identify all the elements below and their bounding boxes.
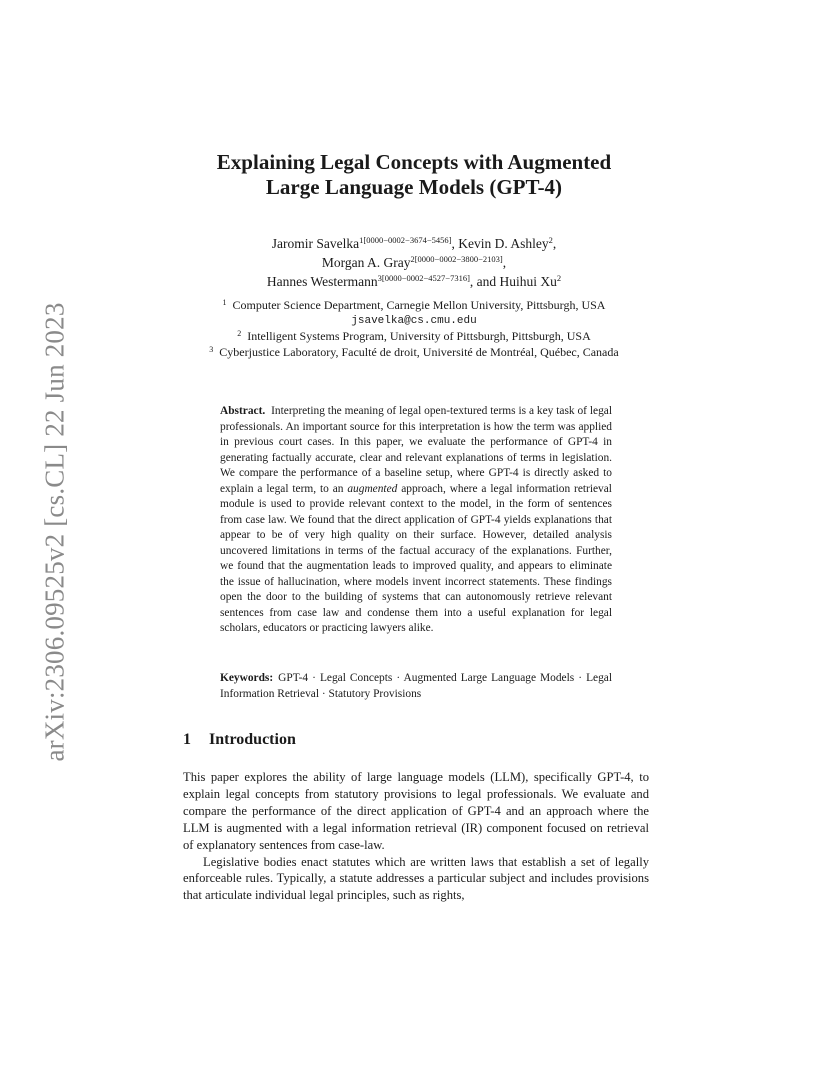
author-orcid: 3[0000−0002−4527−7316]: [377, 273, 470, 283]
affiliation-mark: 2: [237, 329, 242, 338]
author-line-2: [150, 253, 678, 272]
keywords-label: Keywords:: [220, 672, 274, 684]
author-orcid: 2[0000−0002−3800−2103]: [410, 254, 503, 264]
contact-email[interactable]: jsavelka@cs.cmu.edu: [351, 314, 477, 327]
affiliation-mark: 1: [222, 298, 227, 307]
author-name: , and Huihui Xu: [469, 274, 557, 289]
author-line-3: [150, 272, 678, 291]
affiliation-list: [150, 298, 678, 360]
paper-title-line-2: Large Language Models (GPT-4): [265, 175, 563, 199]
author-line-1: [150, 234, 678, 253]
body-paragraph: Legislative bodies enact statutes which are written laws that establish a set of legally enforceable rules. Typically, a statute addresses a particular subject and includes provisions that articulate individual legal principles, such as rights,: [183, 854, 649, 903]
affiliation-item: [150, 345, 678, 361]
introduction-body: [183, 769, 649, 904]
author-name: Hannes Westermann: [266, 274, 378, 289]
affiliation-item: [150, 329, 678, 345]
keywords: [220, 671, 612, 702]
author-list: [150, 234, 678, 291]
author-name: Morgan A. Gray: [321, 255, 411, 270]
author-affiliation-mark: 2: [548, 235, 553, 245]
affiliation-mark: 3: [209, 344, 214, 354]
paper-title: [150, 150, 678, 200]
affiliation-text: Cyberjustice Laboratory, Faculté de droit, Université de Montréal, Québec, Canada: [219, 344, 619, 359]
abstract-label: Abstract.: [220, 405, 266, 417]
author-name: Jaromir Savelka: [271, 236, 360, 251]
arxiv-identifier-stamp[interactable]: arXiv:2306.09525v2 [cs.CL] 22 Jun 2023: [39, 302, 70, 762]
body-paragraph: This paper explores the ability of large language models (LLM), specifically GPT-4, to explain legal concepts from statutory provisions to legal professionals. We evaluate and compare the performance of the direct application of GPT-4 and an approach where the LLM is augmented with a legal information retrieval (IR) component focused on retrieval of explanatory sentences from case-law.: [183, 770, 649, 852]
section-number: 1: [183, 731, 191, 748]
affiliation-item: [150, 298, 678, 314]
author-orcid: 1[0000−0002−3674−5456]: [359, 235, 452, 245]
section-heading-introduction: [183, 731, 296, 749]
affiliation-text: Computer Science Department, Carnegie Mellon University, Pittsburgh, USA: [232, 298, 606, 312]
abstract-emphasis: augmented: [347, 482, 398, 495]
abstract-text-continued: approach, where a legal information retrieval module is used to provide relevant context to the model, in the form of sentences from case law. We found that the direct application of GPT-4 yields explanations that appear to be of very high quality on their surface. However, detailed analysis uncovered limitations in terms of the factual accuracy of the explanations. Further, we found that the augmentation leads to improved quality, and appears to eliminate the issue of hallucination, where models invent incorrect statements. These findings open the door to the building of systems that can autonomously retrieve relevant sentences from case law and condense them into a useful explanation for legal scholars, educators or practicing lawyers alike.: [220, 482, 612, 634]
author-name: , Kevin D. Ashley: [451, 236, 549, 251]
author-separator: ,: [502, 255, 507, 270]
keywords-text: GPT-4 · Legal Concepts · Augmented Large Language Models · Legal Information Retrieval · Statutory Provisions: [220, 672, 612, 700]
paper-title-line-1: Explaining Legal Concepts with Augmented: [216, 150, 612, 174]
abstract-text: Interpreting the meaning of legal open-textured terms is a key task of legal professionals. An important source for this interpretation is how the term was applied in previous court cases. In this paper, we evaluate the performance of GPT-4 in generating factually accurate, clear and relevant explanations of terms in legislation. We compare the performance of a baseline setup, where GPT-4 is directly asked to explain a legal term, to an: [220, 405, 612, 495]
abstract: [220, 404, 612, 637]
author-separator: ,: [552, 236, 557, 251]
section-title: Introduction: [209, 731, 296, 748]
affiliation-text: Intelligent Systems Program, University of Pittsburgh, Pittsburgh, USA: [247, 329, 591, 343]
author-affiliation-mark: 2: [556, 273, 562, 283]
